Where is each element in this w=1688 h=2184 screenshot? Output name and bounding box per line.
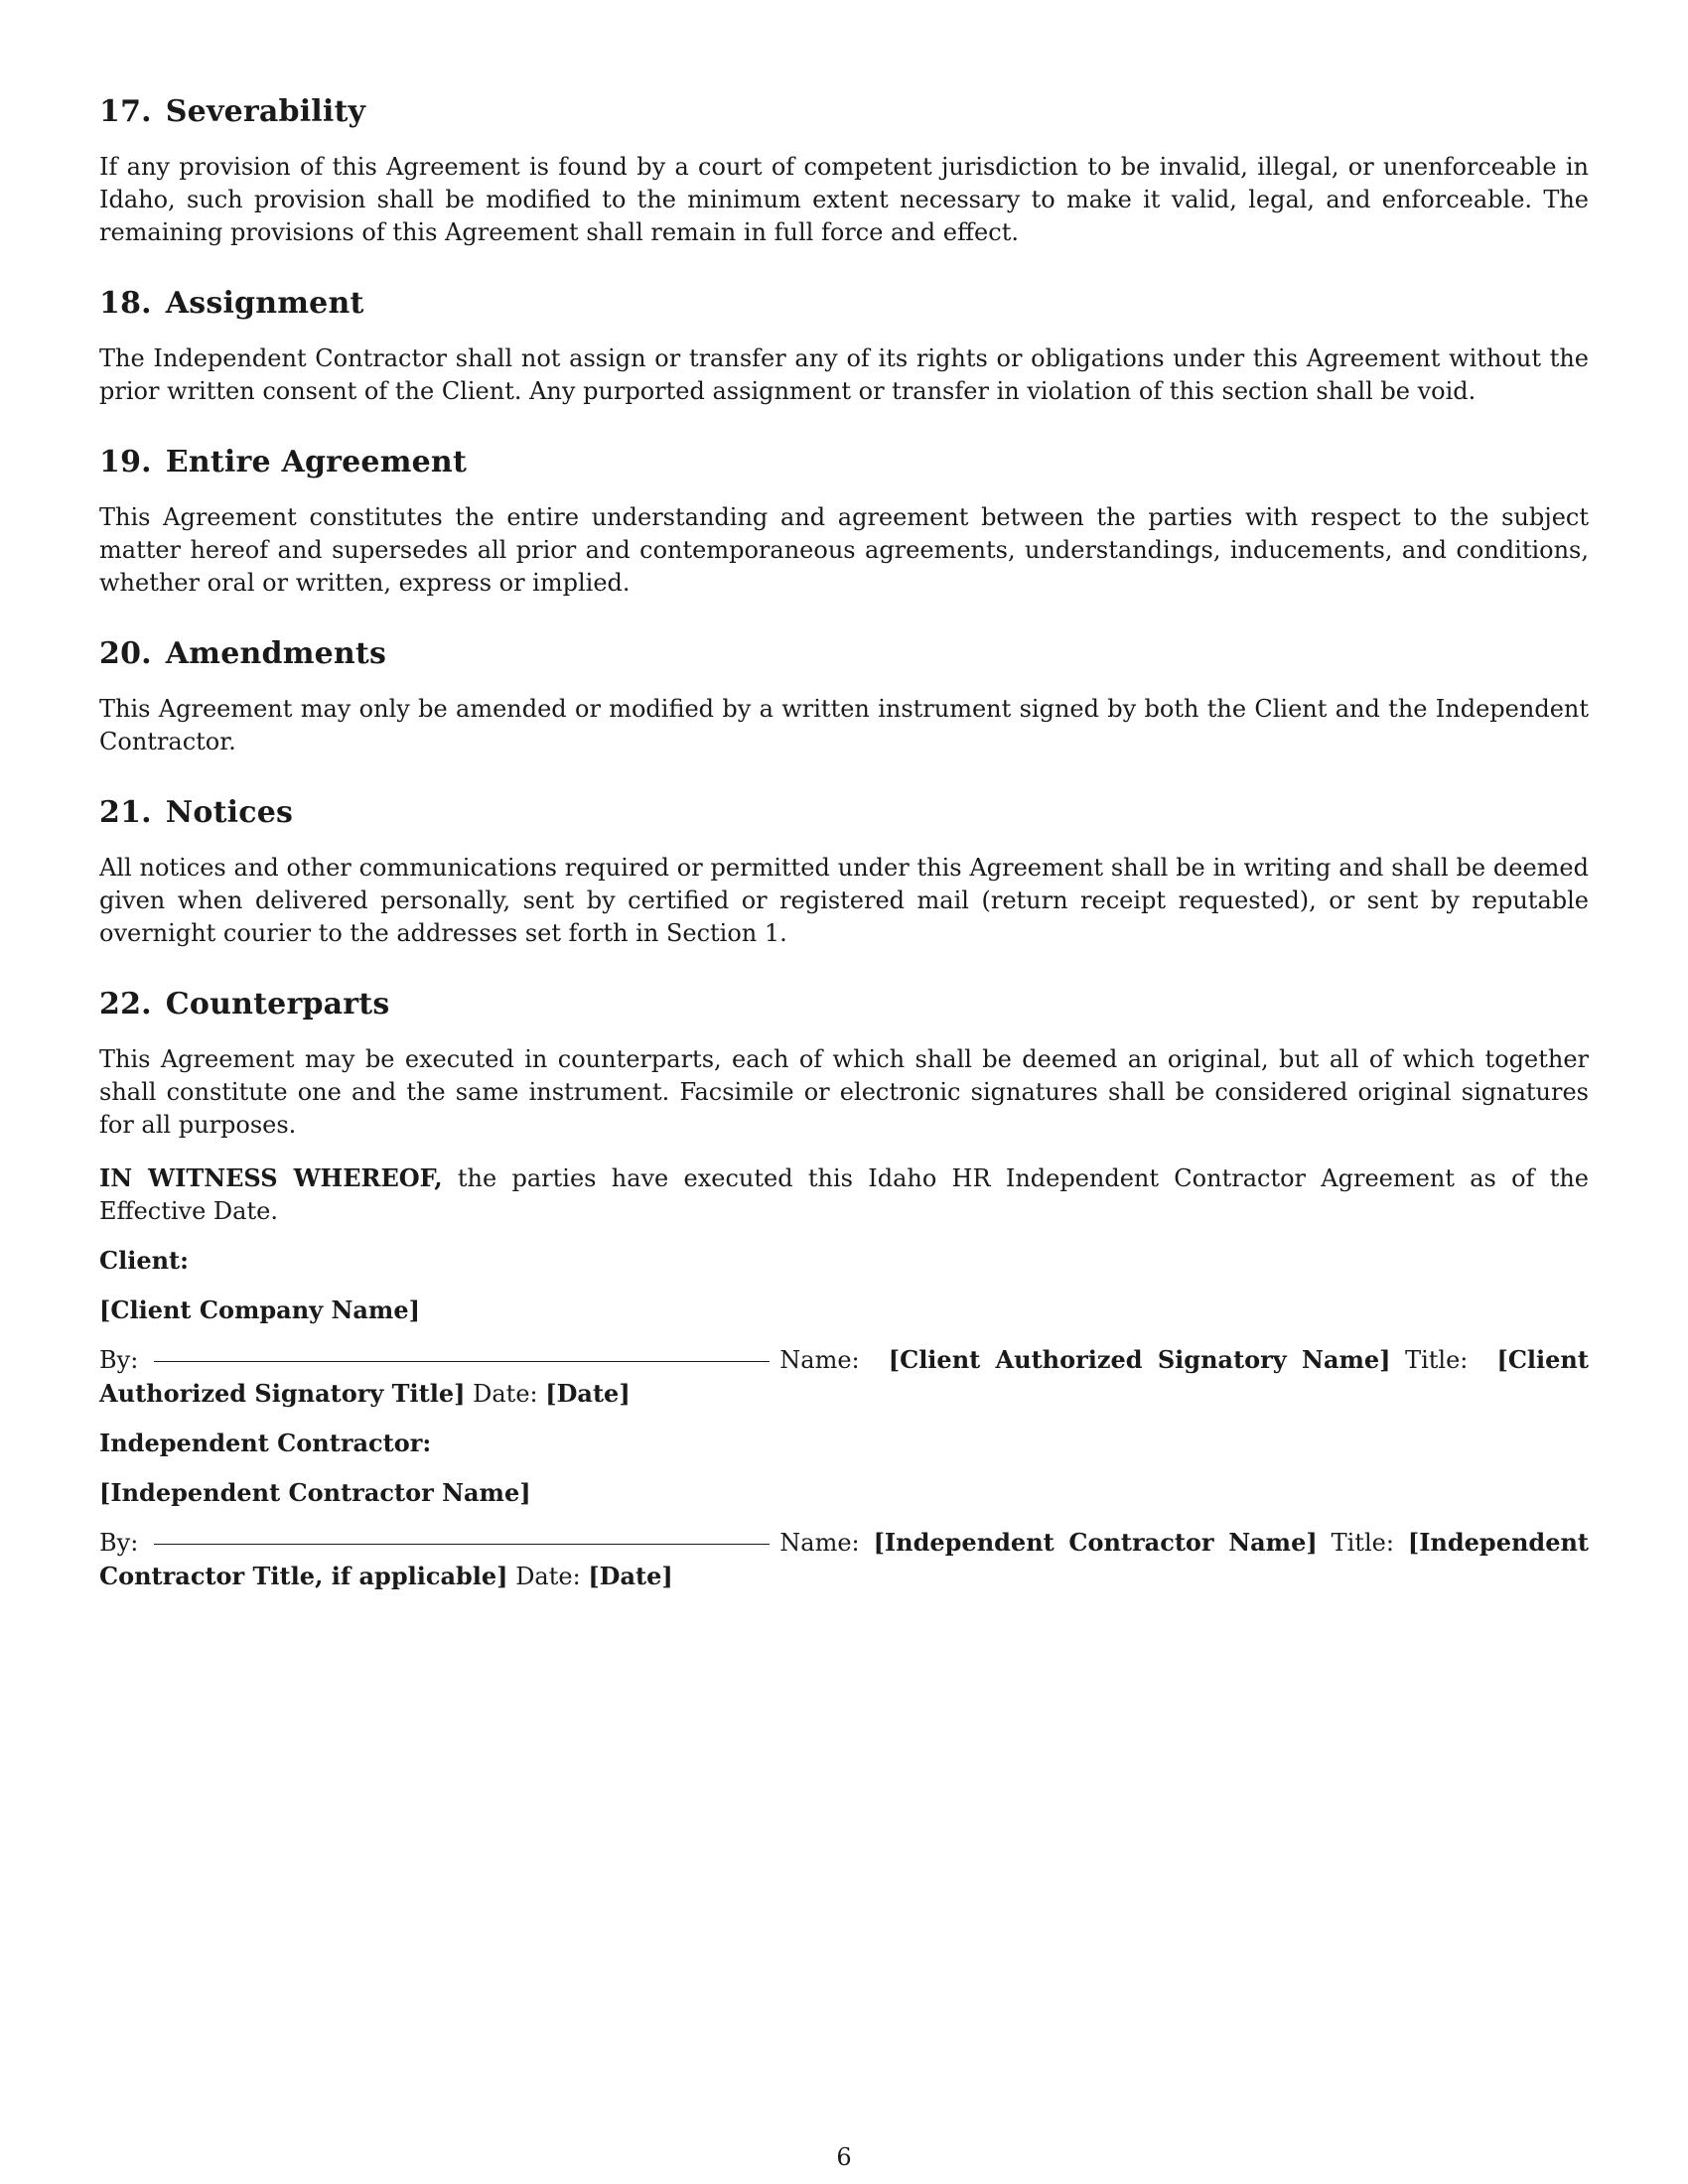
section-severability xyxy=(99,93,1589,249)
witness-text: the parties have executed this Idaho HR Independent Contractor Agreement as of the Effective Date. xyxy=(99,1164,1589,1225)
section-body: This Agreement may only be amended or modified by a written instrument signed by both the Client and the Independent Contractor. xyxy=(99,695,1589,755)
name-label: Name: xyxy=(779,1529,860,1557)
page-number: 6 xyxy=(836,2143,852,2171)
contractor-label: Independent Contractor: xyxy=(99,1429,432,1457)
contractor-date: [Date] xyxy=(588,1562,673,1590)
section-number: 20. xyxy=(99,636,152,671)
section-assignment xyxy=(99,285,1589,408)
section-number: 18. xyxy=(99,286,152,321)
client-company-name: [Client Company Name] xyxy=(99,1296,420,1324)
section-number: 19. xyxy=(99,445,152,479)
section-title: Assignment xyxy=(165,286,364,321)
title-label: Title: xyxy=(1331,1529,1394,1557)
section-body: This Agreement may be executed in counterparts, each of which shall be deemed an original, but all of which together shall constitute one and the same instrument. Facsimile or electronic signatures shall be considered original signatures for all purposes. xyxy=(99,1045,1589,1139)
section-number: 17. xyxy=(99,94,152,129)
section-heading xyxy=(99,986,1589,1024)
section-body: The Independent Contractor shall not assign or transfer any of its rights or obligations under this Agreement without the prior written consent of the Client. Any purported assignment or transfer in violation of this section shall be void. xyxy=(99,344,1589,405)
section-notices xyxy=(99,794,1589,950)
section-heading xyxy=(99,285,1589,323)
name-label: Name: xyxy=(779,1346,860,1374)
section-heading xyxy=(99,635,1589,673)
contractor-signature-blank[interactable] xyxy=(154,1544,770,1545)
section-entire-agreement xyxy=(99,444,1589,600)
witness-lead: IN WITNESS WHEREOF, xyxy=(99,1163,443,1192)
client-signatory-name: [Client Authorized Signatory Name] xyxy=(888,1345,1391,1374)
client-signature-blank[interactable] xyxy=(154,1361,770,1362)
section-title: Counterparts xyxy=(165,987,390,1022)
contractor-company-name: [Independent Contractor Name] xyxy=(99,1478,531,1507)
section-body: If any provision of this Agreement is found by a court of competent jurisdiction to be invalid, illegal, or unenforceable in Idaho, such provision shall be modified to the minimum extent necessary to make it valid, legal, and enforceable. The remaining provisions of this Agreement shall remain in full force and effect. xyxy=(99,153,1589,246)
section-body: All notices and other communications required or permitted under this Agreement shall be in writing and shall be deemed given when delivered personally, sent by certified or registered mail (return receipt requested), or sent by reputable overnight courier to the addresses set forth in Section 1. xyxy=(99,854,1589,947)
contractor-signatory-name: [Independent Contractor Name] xyxy=(873,1528,1318,1557)
client-date: [Date] xyxy=(545,1379,631,1408)
section-number: 21. xyxy=(99,795,152,830)
document-page xyxy=(99,93,1589,1593)
section-number: 22. xyxy=(99,987,152,1022)
client-signature-line xyxy=(99,1343,1589,1411)
date-label: Date: xyxy=(515,1563,581,1590)
section-title: Entire Agreement xyxy=(165,445,467,479)
section-title: Amendments xyxy=(165,636,387,671)
title-label: Title: xyxy=(1405,1346,1469,1374)
client-signatory-title: [Client Authorized Signatory Title] xyxy=(99,1345,1589,1408)
contractor-signature-line xyxy=(99,1526,1589,1593)
section-body: This Agreement constitutes the entire understanding and agreement between the parties with respect to the subject matter hereof and supersedes all prior and contemporaneous agreements, understandings, inducements, and conditions, whether oral or written, express or implied. xyxy=(99,503,1589,597)
section-counterparts xyxy=(99,986,1589,1142)
witness-clause xyxy=(99,1161,1589,1228)
contractor-signatory-title: [Independent Contractor Title, if applicable] xyxy=(99,1528,1590,1590)
section-title: Severability xyxy=(165,94,366,129)
section-heading xyxy=(99,794,1589,832)
by-label: By: xyxy=(99,1346,139,1374)
section-heading xyxy=(99,93,1589,131)
by-label: By: xyxy=(99,1529,139,1557)
section-heading xyxy=(99,444,1589,481)
date-label: Date: xyxy=(473,1380,538,1408)
client-label: Client: xyxy=(99,1246,189,1275)
section-title: Notices xyxy=(165,795,294,830)
section-amendments xyxy=(99,635,1589,758)
